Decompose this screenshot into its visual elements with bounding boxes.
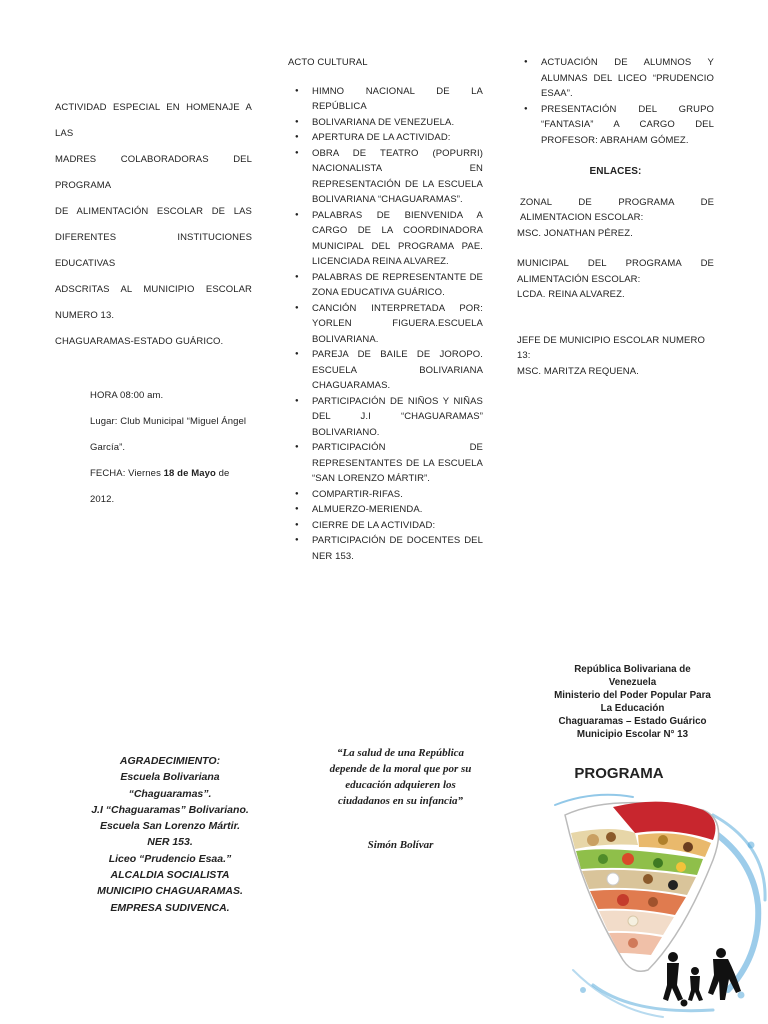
enlace-zonal-name: MSC. JONATHAN PÉREZ. [517, 227, 633, 239]
agradecimiento-line: EMPRESA SUDIVENCA. [110, 901, 230, 914]
intro-line: NUMERO 13. [55, 310, 115, 321]
cover-header [535, 663, 730, 741]
program-list [288, 84, 483, 565]
program-item: ● OBRA DE TEATRO (POPURRI) NACIONALISTA EN REPRESENTACIÓN DE LA ESCUELA BOLIVARIANA “CHAGUARAMAS”. [312, 146, 483, 208]
fecha-text [90, 461, 252, 513]
event-meta [90, 383, 252, 513]
program-item: ● PALABRAS DE REPRESENTANTE DE ZONA EDUCATIVA GUÁRICO. [312, 270, 483, 301]
intro-line: DE ALIMENTACIÓN ESCOLAR DE LAS [55, 206, 252, 217]
agradecimiento-line: “Chaguaramas”. [128, 787, 212, 800]
program-item: ● APERTURA DE LA ACTIVIDAD: [312, 130, 483, 146]
lugar-text-2: García”. [90, 442, 126, 453]
program-column [288, 55, 483, 564]
event-info-column [55, 95, 252, 513]
program-item: ● PAREJA DE BAILE DE JOROPO. ESCUELA BOLIVARIANA CHAGUARAMAS. [312, 347, 483, 394]
header-line: Venezuela [608, 677, 657, 688]
agradecimiento-line: J.I “Chaguaramas” Bolivariano. [91, 803, 249, 816]
bolivar-quote [318, 745, 483, 853]
program-item: ● COMPARTIR-RIFAS. [312, 487, 483, 503]
program-item: ● PRESENTACIÓN DEL GRUPO “FANTASIA” A CARGO DEL PROFESOR: ABRAHAM GÓMEZ. [541, 102, 714, 149]
enlace-municipal-role: MUNICIPAL DEL PROGRAMA DE ALIMENTACIÓN ESCOLAR: [517, 258, 714, 285]
intro-line: DIFERENTES INSTITUCIONES EDUCATIVAS [55, 232, 252, 269]
program-list-continued [517, 55, 714, 148]
intro-line: ADSCRITAS AL MUNICIPIO ESCOLAR [55, 284, 252, 295]
enlace-zonal-role: ZONAL DE PROGRAMA DE ALIMENTACION ESCOLAR: [520, 196, 714, 223]
enlace-municipal-name: LCDA. REINA ALVAREZ. [517, 289, 625, 300]
quote-text: “La salud de una República depende de la moral que por su educación adquieren los ciudadanos en su infancia” [329, 747, 472, 807]
intro-line: MADRES COLABORADORAS DEL PROGRAMA [55, 154, 252, 191]
program-item: ● CANCIÓN INTERPRETADA POR: YORLEN FIGUERA.ESCUELA BOLIVARIANA. [312, 301, 483, 348]
header-line: La Educación [600, 703, 665, 714]
intro-line: ACTIVIDAD ESPECIAL EN HOMENAJE A LAS [55, 102, 252, 139]
family-silhouette-icon [663, 948, 741, 1007]
fecha-date: 18 de Mayo [163, 468, 216, 479]
program-item: ● PARTICIPACIÓN DE REPRESENTANTES DE LA ESCUELA “SAN LORENZO MÁRTIR”. [312, 440, 483, 487]
program-item: ● PARTICIPACIÓN DE NIÑOS Y NIÑAS DEL J.I “CHAGUARAMAS” BOLIVARIANO. [312, 394, 483, 441]
lugar-text-1: Lugar: Club Municipal “Miguel Ángel [90, 416, 247, 427]
program-item: ● BOLIVARIANA DE VENEZUELA. [312, 115, 483, 131]
nutrition-spoon-illustration [553, 785, 768, 1024]
enlace-municipal [517, 256, 714, 303]
agradecimiento-line: ALCALDIA SOCIALISTA [110, 869, 230, 882]
program-item: ● CIERRE DE LA ACTIVIDAD: [312, 518, 483, 534]
event-intro [55, 95, 252, 355]
agradecimiento-line: Escuela San Lorenzo Mártir. [99, 820, 241, 833]
spoon-icon [565, 802, 719, 972]
header-line: República Bolivariana de [574, 664, 691, 675]
location-line: CHAGUARAMAS-ESTADO GUÁRICO. [55, 336, 224, 347]
program-item: ● HIMNO NACIONAL DE LA REPÚBLICA [312, 84, 483, 115]
programa-title: PROGRAMA [574, 765, 664, 782]
program-item: ● ACTUACIÓN DE ALUMNOS Y ALUMNAS DEL LICEO “PRUDENCIO ESAA”. [541, 55, 714, 102]
agradecimiento-line: Liceo “Prudencio Esaa.” [108, 852, 232, 865]
header-line: Chaguaramas – Estado Guárico [558, 716, 707, 727]
program-item: ● PARTICIPACIÓN DE DOCENTES DEL NER 153. [312, 533, 483, 564]
agradecimiento-title: AGRADECIMIENTO: [119, 755, 221, 767]
enlace-zonal [517, 195, 714, 242]
contacts-column [517, 55, 714, 379]
fecha-suffix: de 2012. [90, 468, 230, 505]
acto-cultural-title: ACTO CULTURAL [288, 57, 368, 68]
fecha-prefix: FECHA: Viernes [90, 468, 164, 479]
agradecimiento-line: Escuela Bolivariana [120, 771, 220, 784]
header-line: Municipio Escolar N° 13 [576, 729, 689, 740]
enlace-jefe [517, 333, 714, 380]
quote-author: Simón Bolívar [367, 839, 434, 851]
enlaces-title: ENLACES: [589, 166, 642, 177]
enlace-jefe-name: MSC. MARITZA REQUENA. [517, 365, 639, 377]
program-item: ● ALMUERZO-MERIENDA. [312, 502, 483, 518]
agradecimiento-line: MUNICIPIO CHAGUARAMAS. [97, 885, 243, 898]
program-item: ● PALABRAS DE BIENVENIDA A CARGO DE LA COORDINADORA MUNICIPAL DEL PROGRAMA PAE. LICENCIADA REINA ALVAREZ. [312, 208, 483, 270]
agradecimiento-block [80, 753, 260, 916]
agradecimiento-line: NER 153. [147, 836, 193, 849]
hora-text: HORA 08:00 am. [90, 390, 164, 401]
header-line: Ministerio del Poder Popular Para [554, 690, 711, 701]
enlace-jefe-role: JEFE DE MUNICIPIO ESCOLAR NUMERO 13: [517, 334, 705, 361]
